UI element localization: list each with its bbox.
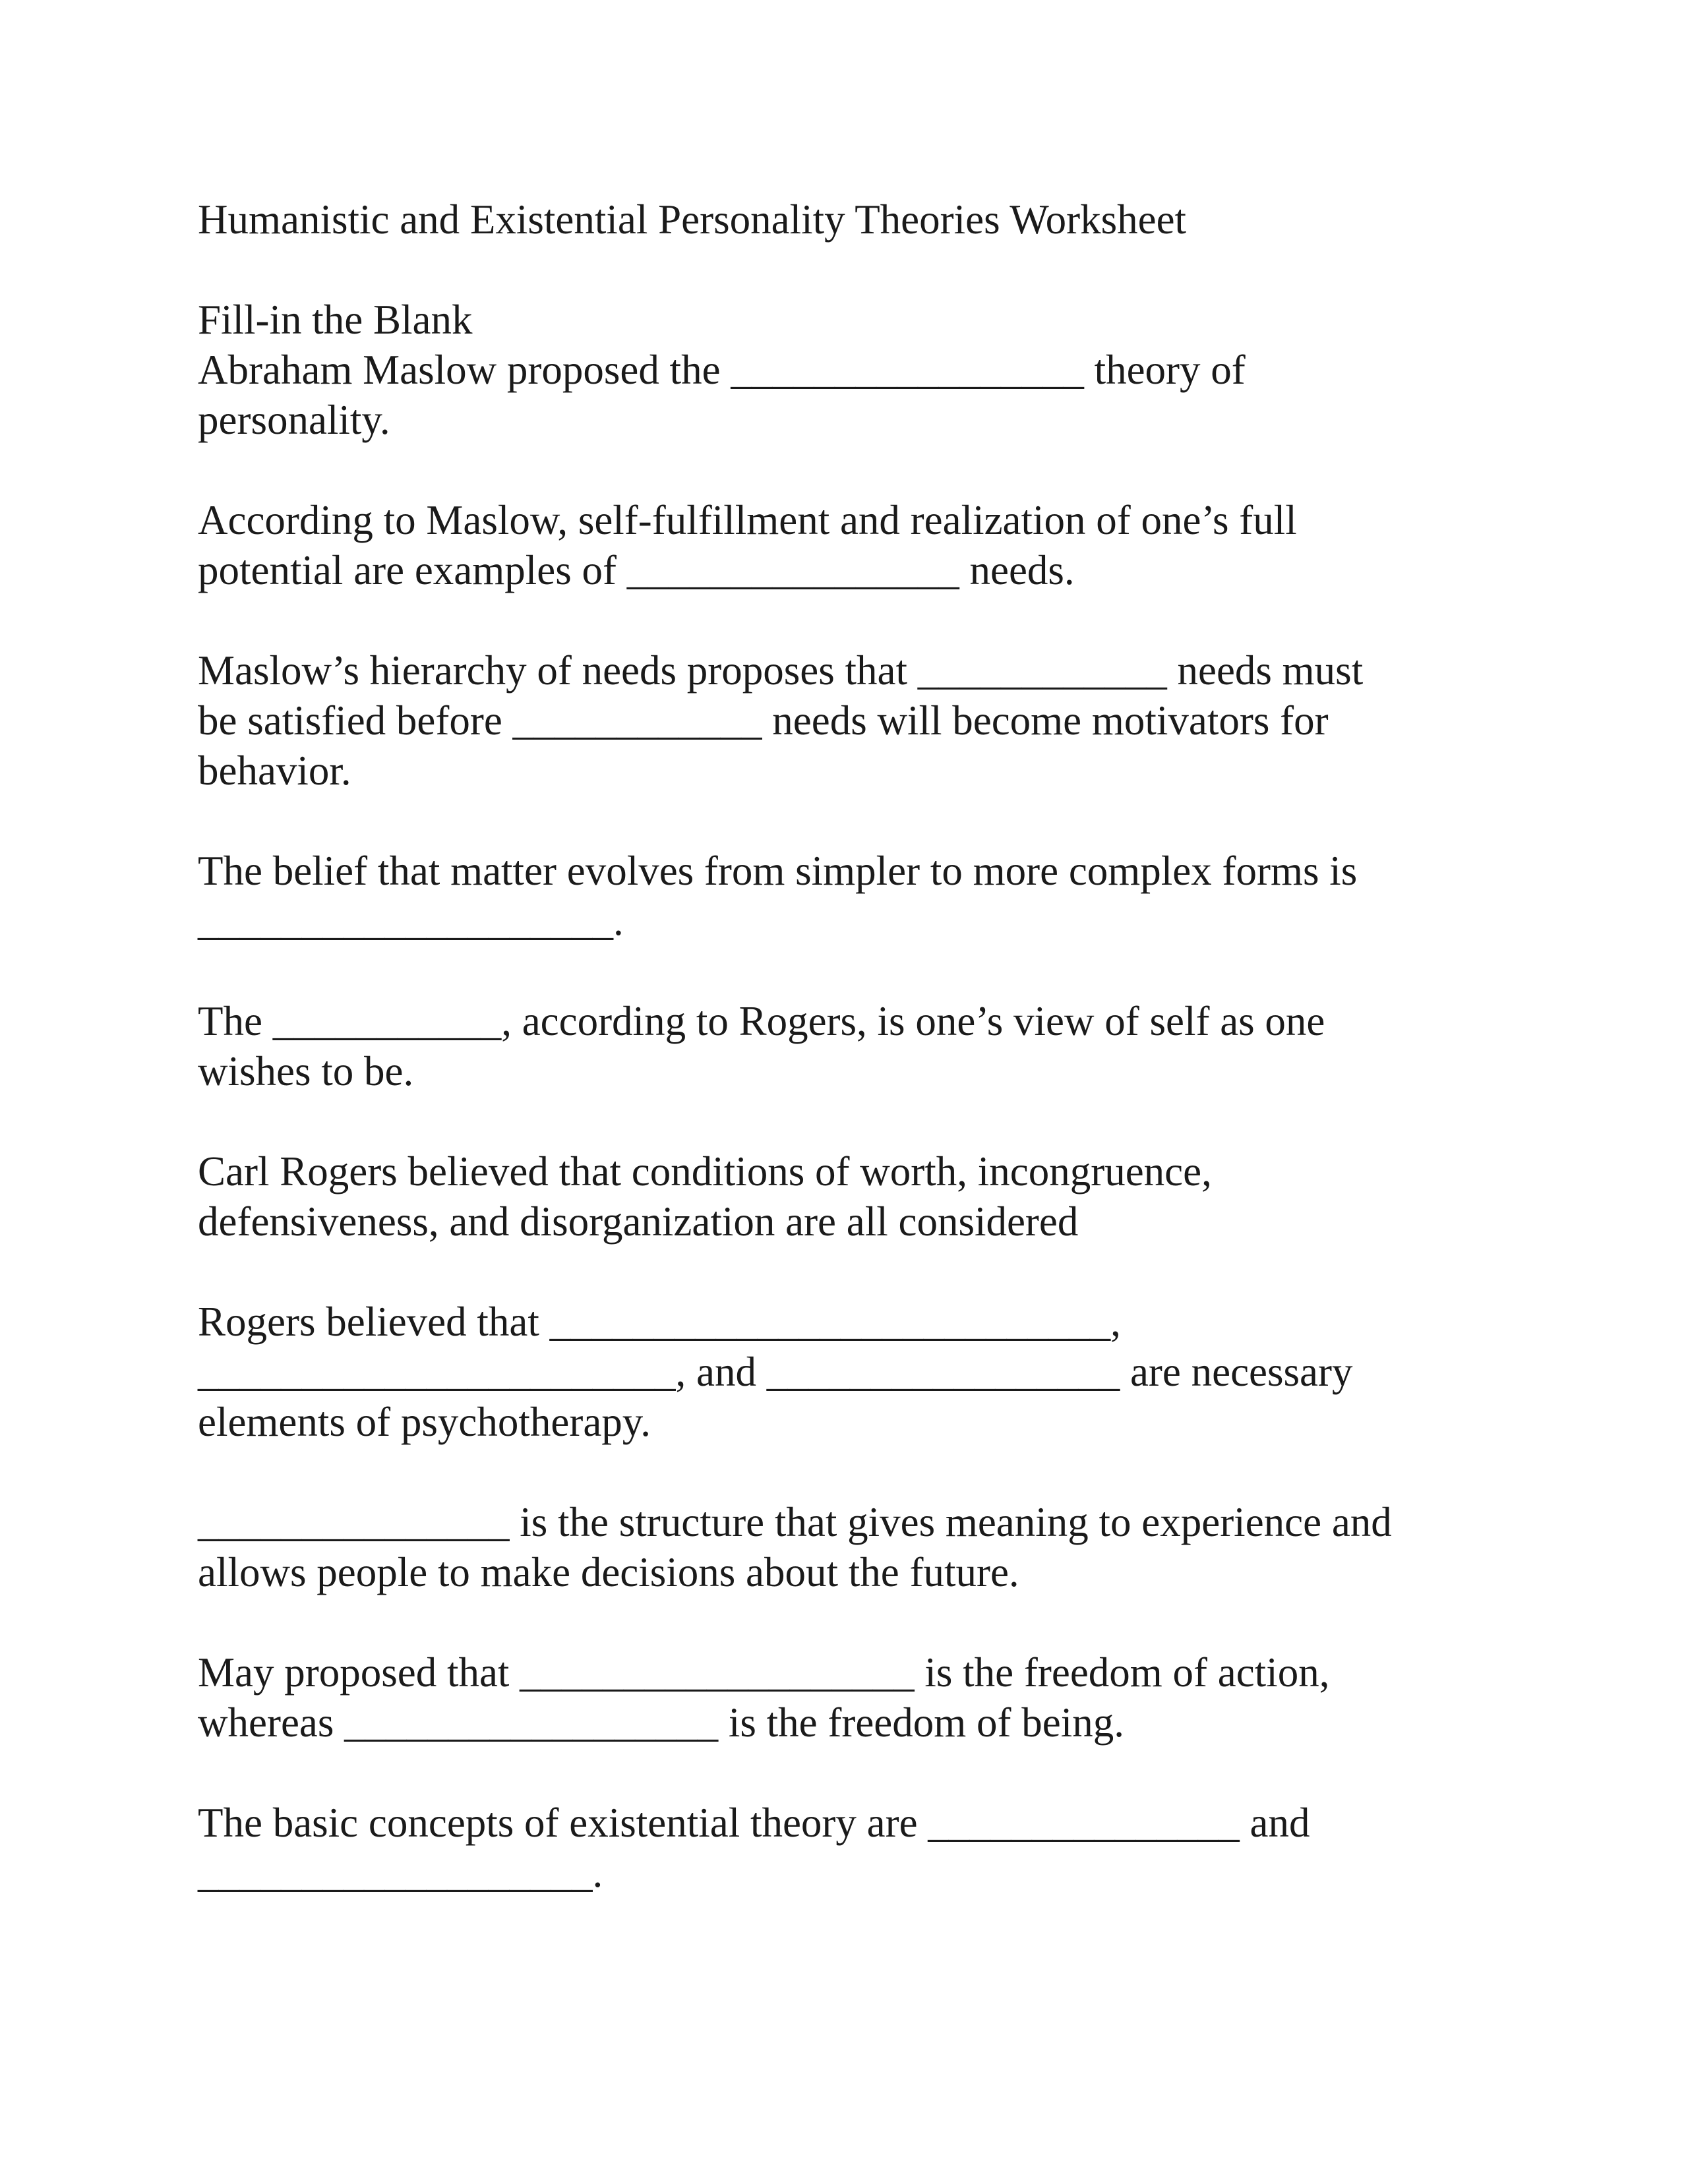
question-line: elements of psychotherapy.: [198, 1399, 651, 1445]
question-7: [198, 1297, 1517, 1447]
question-line: The basic concepts of existential theory are _______________ and: [198, 1800, 1310, 1846]
question-3: [198, 645, 1517, 796]
question-1: [198, 345, 1517, 445]
question-line: allows people to make decisions about the future.: [198, 1549, 1019, 1595]
question-line: Carl Rogers believed that conditions of worth, incongruence,: [198, 1148, 1212, 1195]
question-line: Abraham Maslow proposed the _________________ theory of: [198, 347, 1246, 393]
question-line: defensiveness, and disorganization are all considered: [198, 1198, 1079, 1245]
question-line: The belief that matter evolves from simpler to more complex forms is: [198, 848, 1358, 894]
question-line: wishes to be.: [198, 1048, 414, 1094]
question-6: [198, 1146, 1517, 1247]
question-line: The ___________, according to Rogers, is one’s view of self as one: [198, 998, 1325, 1044]
question-line: ___________________.: [198, 1850, 603, 1896]
question-line: May proposed that ___________________ is the freedom of action,: [198, 1649, 1330, 1696]
worksheet-title: Humanistic and Existential Personality Theories Worksheet: [198, 196, 1187, 243]
question-line: behavior.: [198, 748, 351, 794]
question-line: Rogers believed that ___________________________,: [198, 1299, 1121, 1345]
worksheet-body: [198, 194, 1517, 1948]
question-line: Maslow’s hierarchy of needs proposes that ____________ needs must: [198, 647, 1364, 694]
question-line: _______________________, and _________________ are necessary: [198, 1349, 1353, 1395]
section-heading: Fill-in the Blank: [198, 297, 473, 343]
question-9: [198, 1647, 1517, 1748]
question-line: ____________________.: [198, 898, 624, 944]
question-line: _______________ is the structure that gives meaning to experience and: [198, 1499, 1392, 1545]
question-2: [198, 495, 1517, 595]
question-line: personality.: [198, 397, 390, 443]
question-line: potential are examples of ________________ needs.: [198, 547, 1075, 593]
question-8: [198, 1497, 1517, 1597]
question-10: [198, 1798, 1517, 1898]
question-4: [198, 846, 1517, 946]
question-5: [198, 996, 1517, 1096]
question-line: be satisfied before ____________ needs will become motivators for: [198, 697, 1329, 744]
question-line: whereas __________________ is the freedom of being.: [198, 1699, 1124, 1746]
question-line: According to Maslow, self-fulfillment and realization of one’s full: [198, 497, 1297, 543]
